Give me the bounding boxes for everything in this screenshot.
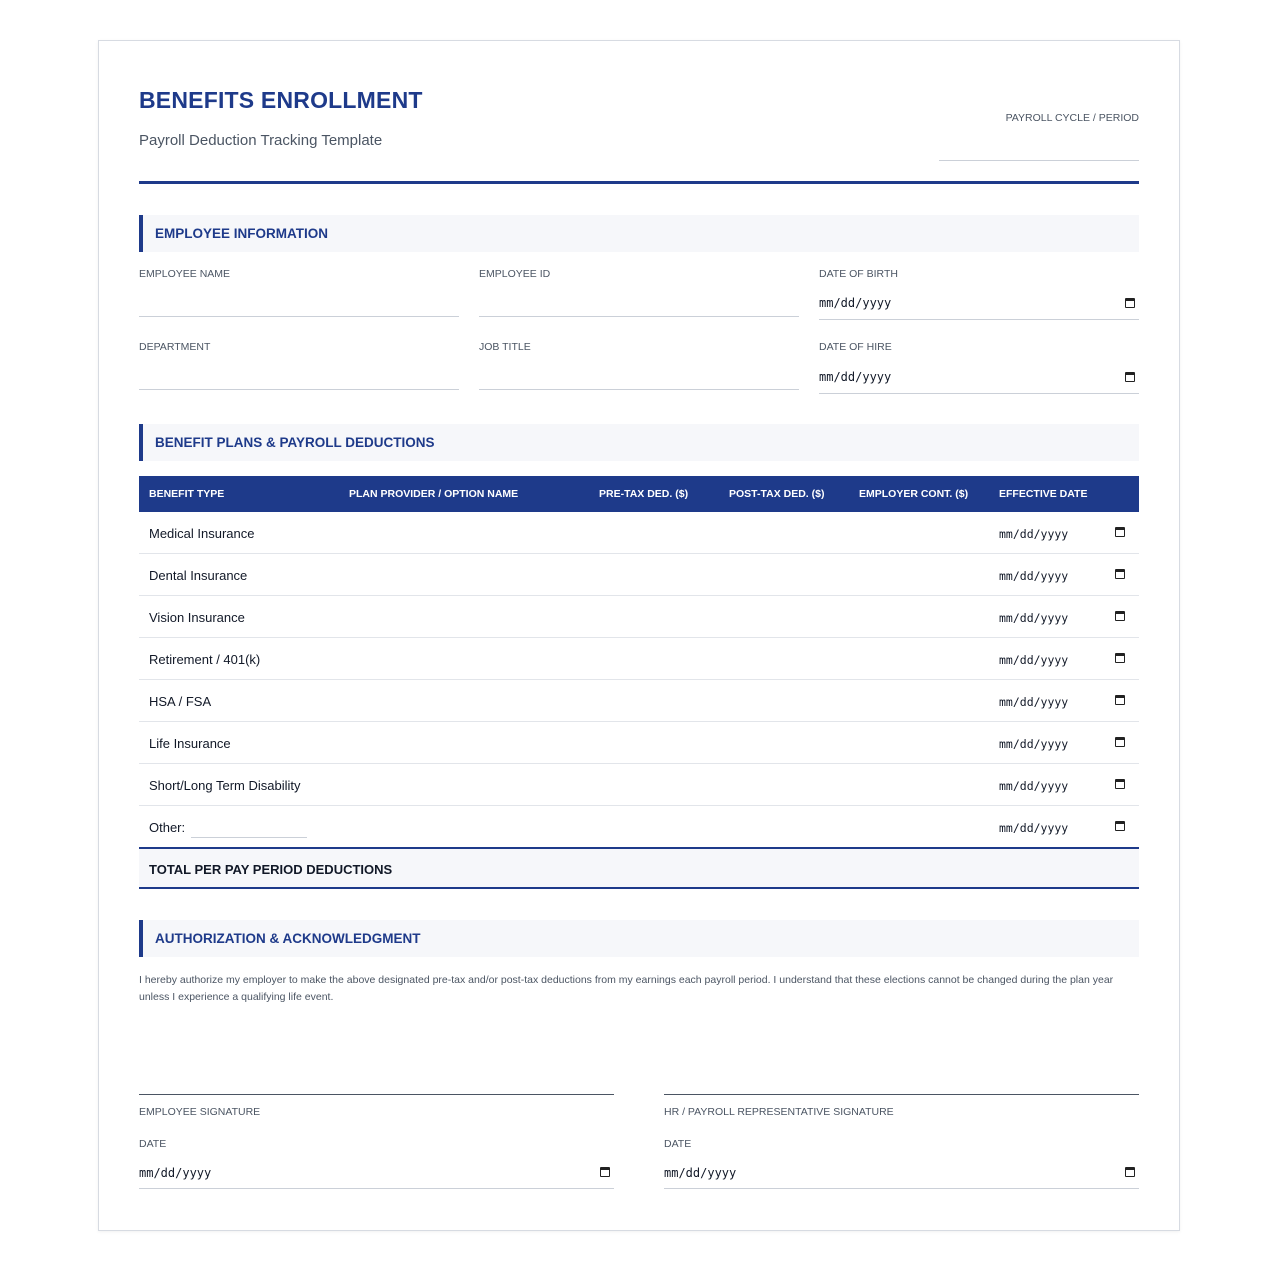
authorization-text: I hereby authorize my employer to make the above designated pre-tax and/or post-tax deductions from my earnings each payroll period. I understand that these elections cannot be changed during the plan year unless I experience a qualifying life event. bbox=[139, 974, 1114, 1003]
employee-info-section-title: EMPLOYEE INFORMATION bbox=[139, 215, 1139, 252]
table-row[interactable] bbox=[139, 554, 1139, 596]
date-of-birth-input[interactable]: mm/dd/yyyy bbox=[819, 296, 892, 310]
benefit-type: Other: bbox=[149, 820, 186, 835]
header-divider bbox=[139, 181, 1139, 184]
hr-date-label: DATE bbox=[664, 1138, 692, 1150]
hr-date-underline bbox=[664, 1188, 1139, 1189]
table-row[interactable] bbox=[139, 596, 1139, 638]
effective-date-input[interactable]: mm/dd/yyyy bbox=[999, 695, 1069, 709]
hr-signature-line[interactable] bbox=[664, 1094, 1139, 1095]
department-label: DEPARTMENT bbox=[139, 341, 211, 353]
calendar-icon[interactable] bbox=[1115, 611, 1125, 621]
effective-date-input[interactable]: mm/dd/yyyy bbox=[999, 779, 1069, 793]
hr-signature-label: HR / PAYROLL REPRESENTATIVE SIGNATURE bbox=[664, 1106, 894, 1118]
date-of-birth-underline bbox=[819, 319, 1139, 320]
employee-id-label: EMPLOYEE ID bbox=[479, 268, 551, 280]
employee-id-input[interactable] bbox=[479, 316, 799, 317]
enrollment-form bbox=[98, 40, 1180, 1231]
column-header: PRE-TAX DED. ($) bbox=[599, 488, 689, 500]
date-of-hire-label: DATE OF HIRE bbox=[819, 341, 892, 353]
employee-date-label: DATE bbox=[139, 1138, 167, 1150]
calendar-icon[interactable] bbox=[1115, 695, 1125, 705]
employee-signature-line[interactable] bbox=[139, 1094, 614, 1095]
calendar-icon[interactable] bbox=[1125, 372, 1135, 382]
job-title-input[interactable] bbox=[479, 389, 799, 390]
calendar-icon[interactable] bbox=[1125, 1167, 1135, 1177]
employee-name-input[interactable] bbox=[139, 316, 459, 317]
effective-date-input[interactable]: mm/dd/yyyy bbox=[999, 527, 1069, 541]
column-header: POST-TAX DED. ($) bbox=[729, 488, 825, 500]
table-row[interactable] bbox=[139, 722, 1139, 764]
benefit-type: Medical Insurance bbox=[149, 526, 255, 541]
date-of-birth-field[interactable] bbox=[819, 268, 1139, 310]
calendar-icon[interactable] bbox=[1115, 569, 1125, 579]
benefits-table-header bbox=[139, 476, 1139, 512]
column-header: BENEFIT TYPE bbox=[149, 488, 225, 500]
benefit-type: Vision Insurance bbox=[149, 610, 245, 625]
employee-name-label: EMPLOYEE NAME bbox=[139, 268, 231, 280]
column-header: PLAN PROVIDER / OPTION NAME bbox=[349, 488, 519, 500]
employee-date-input[interactable]: mm/dd/yyyy bbox=[139, 1166, 212, 1180]
form-subtitle: Payroll Deduction Tracking Template bbox=[139, 132, 383, 149]
effective-date-input[interactable]: mm/dd/yyyy bbox=[999, 653, 1069, 667]
employee-id-field[interactable] bbox=[479, 268, 799, 280]
date-of-hire-field[interactable] bbox=[819, 341, 1139, 384]
department-input[interactable] bbox=[139, 389, 459, 390]
authorization-section-title: AUTHORIZATION & ACKNOWLEDGMENT bbox=[139, 920, 1139, 957]
benefit-type: Dental Insurance bbox=[149, 568, 248, 583]
effective-date-input[interactable]: mm/dd/yyyy bbox=[999, 737, 1069, 751]
employee-date-underline bbox=[139, 1188, 614, 1189]
date-of-hire-input[interactable]: mm/dd/yyyy bbox=[819, 370, 892, 384]
table-row[interactable] bbox=[139, 806, 1139, 848]
benefit-type: Life Insurance bbox=[149, 736, 231, 751]
employee-signature-label: EMPLOYEE SIGNATURE bbox=[139, 1106, 261, 1118]
form-title: BENEFITS ENROLLMENT bbox=[139, 87, 423, 113]
date-of-birth-label: DATE OF BIRTH bbox=[819, 268, 898, 280]
calendar-icon[interactable] bbox=[1115, 737, 1125, 747]
job-title-field[interactable] bbox=[479, 341, 799, 353]
other-benefit-input[interactable] bbox=[191, 837, 307, 838]
employee-name-field[interactable] bbox=[139, 268, 459, 280]
hr-date-input[interactable]: mm/dd/yyyy bbox=[664, 1166, 737, 1180]
calendar-icon[interactable] bbox=[1125, 298, 1135, 308]
date-of-hire-underline bbox=[819, 393, 1139, 394]
calendar-icon[interactable] bbox=[1115, 779, 1125, 789]
calendar-icon[interactable] bbox=[600, 1167, 610, 1177]
benefits-section-title: BENEFIT PLANS & PAYROLL DEDUCTIONS bbox=[139, 424, 1139, 461]
table-row[interactable] bbox=[139, 680, 1139, 722]
column-header: EMPLOYER CONT. ($) bbox=[859, 488, 969, 500]
benefit-type: Short/Long Term Disability bbox=[149, 778, 301, 793]
table-row[interactable] bbox=[139, 512, 1139, 554]
effective-date-input[interactable]: mm/dd/yyyy bbox=[999, 821, 1069, 835]
effective-date-input[interactable]: mm/dd/yyyy bbox=[999, 611, 1069, 625]
calendar-icon[interactable] bbox=[1115, 527, 1125, 537]
benefit-type: Retirement / 401(k) bbox=[149, 652, 261, 667]
calendar-icon[interactable] bbox=[1115, 653, 1125, 663]
department-field[interactable] bbox=[139, 341, 459, 353]
total-deductions-label: TOTAL PER PAY PERIOD DEDUCTIONS bbox=[149, 862, 393, 877]
total-deductions-row bbox=[139, 847, 1139, 889]
effective-date-input[interactable]: mm/dd/yyyy bbox=[999, 569, 1069, 583]
payroll-cycle-input[interactable] bbox=[939, 160, 1139, 161]
payroll-cycle-label: PAYROLL CYCLE / PERIOD bbox=[1005, 112, 1139, 124]
job-title-label: JOB TITLE bbox=[479, 341, 531, 353]
calendar-icon[interactable] bbox=[1115, 821, 1125, 831]
table-row[interactable] bbox=[139, 764, 1139, 806]
column-header: EFFECTIVE DATE bbox=[999, 488, 1088, 500]
table-row[interactable] bbox=[139, 638, 1139, 680]
benefit-type: HSA / FSA bbox=[149, 694, 212, 709]
